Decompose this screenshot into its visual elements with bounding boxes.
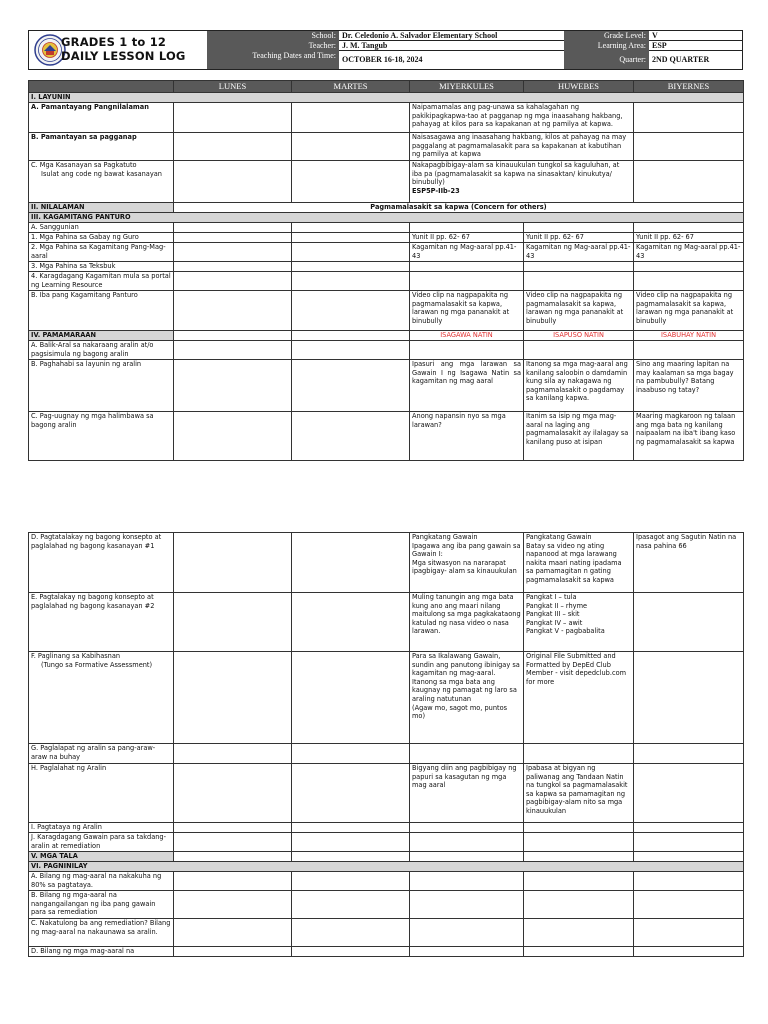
cell-biyernes (634, 103, 744, 133)
cell-biyernes (634, 593, 744, 652)
cell-miyerkules (410, 161, 634, 203)
cell-huwebes (524, 223, 634, 233)
section-layunin: I. LAYUNIN (29, 93, 744, 103)
row-label: A. Bilang ng mag-aaral na nakakuha ng 80% sa pagtataya. (29, 872, 174, 891)
cell-biyernes (634, 764, 744, 823)
row-label: H. Paglalahat ng Aralin (29, 764, 174, 823)
kabihasnan-sublabel: (Tungo sa Formative Assessment) (41, 660, 153, 669)
cell-biyernes (634, 872, 744, 891)
cell-miyerkules: Ipasuri ang mga larawan sa Gawain I ng Isagawa Natin sa kagamitan ng mag aaral (410, 360, 524, 412)
cell-miyerkules (410, 852, 524, 862)
cell-huwebes (524, 262, 634, 272)
table-row (29, 872, 744, 891)
cell-biyernes: Sino ang maaring lapitan na may kaalaman sa mga bagay na pambubully? Batang inaabuso ng tatay? (634, 360, 744, 412)
table-row (29, 652, 744, 744)
cell-huwebes (524, 947, 634, 957)
row-label: B. Pamantayan sa pagganap (29, 133, 174, 161)
kasanayan-sublabel: Isulat ang code ng bawat kasanayan (41, 169, 162, 178)
day-header-huwebes: HUWEBES (524, 81, 634, 93)
cell-miyerkules: Kagamitan ng Mag-aaral pp.41- 43 (410, 243, 524, 262)
table-row (29, 862, 744, 872)
section-pagninilay: VI. PAGNINILAY (29, 862, 744, 872)
cell-biyernes (634, 744, 744, 764)
table-row (29, 331, 744, 341)
dll-title (61, 35, 186, 63)
nilalaman-value: Pagmamalasakit sa kapwa (Concern for others) (174, 203, 744, 213)
table-row (29, 919, 744, 947)
cell-martes (292, 919, 410, 947)
table-row (29, 272, 744, 291)
table-row (29, 360, 744, 412)
cell-miyerkules: Yunit II pp. 62- 67 (410, 233, 524, 243)
cell-biyernes (634, 133, 744, 161)
row-label: B. Paghahabi sa layunin ng aralin (29, 360, 174, 412)
table-row (29, 203, 744, 213)
cell-biyernes (634, 161, 744, 203)
table-row (29, 533, 744, 593)
cell-martes (292, 243, 410, 262)
cell-lunes (174, 103, 292, 133)
cell-huwebes (524, 852, 634, 862)
cell-lunes (174, 764, 292, 823)
row-label: G. Paglalapat ng aralin sa pang-araw-araw na buhay (29, 744, 174, 764)
cell-miyerkules (410, 262, 524, 272)
cell-martes (292, 744, 410, 764)
cell-huwebes (524, 891, 634, 919)
grade-level-label: Grade Level: (564, 31, 649, 41)
table-row (29, 233, 744, 243)
table-row (29, 764, 744, 823)
cell-martes (292, 223, 410, 233)
cell-miyerkules (410, 341, 524, 360)
section-nilalaman: II. NILALAMAN (29, 203, 174, 213)
cell-martes (292, 891, 410, 919)
cell-martes (292, 103, 410, 133)
cell-lunes (174, 412, 292, 461)
row-label: B. Bilang ng mga-aaral na nangangailangan ng iba pang gawain para sa remediation (29, 891, 174, 919)
cell-lunes (174, 331, 292, 341)
cell-miyerkules (410, 833, 524, 852)
table-row (29, 291, 744, 331)
cell-huwebes (524, 919, 634, 947)
cell-miyerkules (410, 872, 524, 891)
cell-lunes (174, 291, 292, 331)
learning-area-value: ESP (649, 41, 742, 51)
quarter-label: Quarter: (564, 51, 649, 69)
cell-biyernes (634, 833, 744, 852)
day-header-lunes: LUNES (174, 81, 292, 93)
cell-huwebes (524, 823, 634, 833)
section-kagamitang-panturo: III. KAGAMITANG PANTURO (29, 213, 744, 223)
cell-martes (292, 852, 410, 862)
cell-biyernes (634, 341, 744, 360)
cell-biyernes (634, 852, 744, 862)
cell-lunes (174, 744, 292, 764)
cell-miyerkules (410, 891, 524, 919)
cell-martes (292, 533, 410, 593)
cell-martes (292, 262, 410, 272)
dates-label: Teaching Dates and Time: (207, 51, 339, 69)
cell-huwebes: Pangkat I – tula Pangkat II – rhyme Pangkat III – skit Pangkat IV – awit Pangkat V - pagbabalita (524, 593, 634, 652)
cell-martes (292, 823, 410, 833)
cell-martes (292, 652, 410, 744)
dates-value: OCTOBER 16-18, 2024 (342, 55, 423, 64)
lesson-table-part-1 (28, 80, 744, 461)
cell-miyerkules (410, 823, 524, 833)
cell-biyernes (634, 823, 744, 833)
table-row (29, 93, 744, 103)
cell-huwebes: Original File Submitted and Formatted by DepEd Club Member - visit depedclub.com for more (524, 652, 634, 744)
cell-miyerkules: Bigyang diin ang pagbibigay ng papuri sa kasagutan ng mga mag aaral (410, 764, 524, 823)
cell-miyerkules: Pangkatang Gawain Ipagawa ang iba pang gawain sa Gawain I: Mga sitwasyon na nararapat ipagbigay- alam sa kinauukulan (410, 533, 524, 593)
cell-miyerkules (410, 919, 524, 947)
cell-martes (292, 833, 410, 852)
cell-huwebes: Ipabasa at bigyan ng paliwanag ang Tandaan Natin na tungkol sa pagmamalasakit sa kapwa sa pamamagitan ng pagbibigay-alam nito sa mga kinauukulan (524, 764, 634, 823)
cell-miyerkules: ISAGAWA NATIN (410, 331, 524, 341)
day-header-biyernes: BIYERNES (634, 81, 744, 93)
cell-huwebes: Yunit II pp. 62- 67 (524, 233, 634, 243)
grade-level-value: V (649, 31, 742, 41)
table-row (29, 412, 744, 461)
cell-lunes (174, 872, 292, 891)
cell-lunes (174, 833, 292, 852)
table-row (29, 891, 744, 919)
cell-biyernes: Video clip na nagpapakita ng pagmamalasakit sa kapwa, larawan ng mga pananakit at binubully (634, 291, 744, 331)
table-row (29, 823, 744, 833)
table-row (29, 103, 744, 133)
cell-huwebes: Itanim sa isip ng mga mag-aaral na laging ang pagmamalasakit ay ilalagay sa kanilang puso at isipan (524, 412, 634, 461)
cell-martes (292, 133, 410, 161)
title-box (29, 31, 208, 69)
cell-martes (292, 872, 410, 891)
row-label (29, 652, 174, 744)
cell-biyernes (634, 223, 744, 233)
cell-miyerkules: Anong napansin nyo sa mga larawan? (410, 412, 524, 461)
cell-biyernes: Kagamitan ng Mag-aaral pp.41- 43 (634, 243, 744, 262)
table-row (29, 243, 744, 262)
cell-biyernes (634, 947, 744, 957)
title-line-1: GRADES 1 to 12 (61, 35, 167, 49)
cell-huwebes (524, 833, 634, 852)
cell-miyerkules: Naipamamalas ang pag-unawa sa kahalagahan ng pakikipagkapwa-tao at pagganap ng mga inaasahang hakbang, pahayag at kilos para sa kapakanan at ng pamilya at kapwa. (410, 103, 634, 133)
kasanayan-text: Nakapagbibigay-alam sa kinauukulan tungkol sa kaguluhan, at iba pa (pagmamalasakit sa kapwa na sinasaktan/ kinukutya/ binubully) (412, 161, 620, 187)
cell-lunes (174, 593, 292, 652)
school-label: School: (207, 31, 339, 41)
cell-lunes (174, 233, 292, 243)
cell-biyernes: ISABUHAY NATIN (634, 331, 744, 341)
cell-huwebes (524, 272, 634, 291)
table-row (29, 262, 744, 272)
cell-biyernes: Ipasagot ang Sagutin Natin na nasa pahina 66 (634, 533, 744, 593)
quarter-value: 2ND QUARTER (652, 55, 710, 64)
cell-huwebes (524, 341, 634, 360)
lesson-table-part-2 (28, 532, 744, 957)
dll-header (28, 30, 743, 70)
cell-huwebes: Video clip na nagpapakita ng pagmamalasakit sa kapwa, larawan ng mga pananakit at binubully (524, 291, 634, 331)
row-label: 4. Karagdagang Kagamitan mula sa portal ng Learning Resource (29, 272, 174, 291)
cell-biyernes: Yunit II pp. 62- 67 (634, 233, 744, 243)
cell-lunes (174, 533, 292, 593)
cell-lunes (174, 243, 292, 262)
cell-martes (292, 291, 410, 331)
row-label: 3. Mga Pahina sa Teksbuk (29, 262, 174, 272)
cell-lunes (174, 891, 292, 919)
row-label: J. Karagdagang Gawain para sa takdang-aralin at remediation (29, 833, 174, 852)
teacher-value: J. M. Tangub (339, 41, 564, 51)
kabihasnan-label: F. Paglinang sa Kabihasnan (31, 652, 121, 660)
cell-huwebes (524, 872, 634, 891)
cell-miyerkules (410, 223, 524, 233)
cell-huwebes: Pangkatang Gawain Batay sa video ng ating napanood at mga larawang nakita maari nating ipadama sa pamamagitan n gating pagmamalasakit sa kapwa (524, 533, 634, 593)
table-row (29, 161, 744, 203)
cell-martes (292, 233, 410, 243)
cell-lunes (174, 919, 292, 947)
cell-martes (292, 331, 410, 341)
competency-code: ESP5P-IIb-23 (412, 186, 460, 195)
cell-biyernes (634, 272, 744, 291)
cell-lunes (174, 852, 292, 862)
row-label: D. Pagtatalakay ng bagong konsepto at paglalahad ng bagong kasanayan #1 (29, 533, 174, 593)
cell-biyernes (634, 891, 744, 919)
row-label: A. Balik-Aral sa nakaraang aralin at/o pagsisimula ng bagong aralin (29, 341, 174, 360)
table-row (29, 744, 744, 764)
day-header-martes: MARTES (292, 81, 410, 93)
row-label: E. Pagtalakay ng bagong konsepto at paglalahad ng bagong kasanayan #2 (29, 593, 174, 652)
cell-martes (292, 341, 410, 360)
cell-huwebes: Kagamitan ng Mag-aaral pp.41- 43 (524, 243, 634, 262)
cell-martes (292, 360, 410, 412)
table-row (29, 947, 744, 957)
cell-biyernes (634, 262, 744, 272)
cell-martes (292, 272, 410, 291)
teacher-label: Teacher: (207, 41, 339, 51)
cell-biyernes (634, 919, 744, 947)
table-row (29, 341, 744, 360)
blank-header-cell (29, 81, 174, 93)
row-label (29, 161, 174, 203)
table-row (29, 213, 744, 223)
cell-martes (292, 764, 410, 823)
table-row (29, 833, 744, 852)
cell-martes (292, 947, 410, 957)
row-label: A. Sanggunian (29, 223, 174, 233)
table-row (29, 852, 744, 862)
cell-martes (292, 161, 410, 203)
table-row (29, 133, 744, 161)
cell-huwebes (524, 744, 634, 764)
table-row (29, 593, 744, 652)
row-label: B. Iba pang Kagamitang Panturo (29, 291, 174, 331)
row-label: I. Pagtataya ng Aralin (29, 823, 174, 833)
row-label: D. Bilang ng mga mag-aaral na (29, 947, 174, 957)
kasanayan-label: C. Mga Kasanayan sa Pagkatuto (31, 161, 137, 169)
cell-huwebes: ISAPUSO NATIN (524, 331, 634, 341)
row-label: 2. Mga Pahina sa Kagamitang Pang-Mag-aaral (29, 243, 174, 262)
row-label: C. Pag-uugnay ng mga halimbawa sa bagong aralin (29, 412, 174, 461)
cell-miyerkules: Para sa Ikalawang Gawain, sundin ang panutong ibinigay sa kagamitan ng mag-aaral. Itanong sa mga bata ang kaugnay ng pamagat ng laro sa araling natutunan (Agaw mo, sagot mo, puntos mo) (410, 652, 524, 744)
cell-miyerkules: Video clip na nagpapakita ng pagmamalasakit sa kapwa, larawan ng mga pananakit at binubully (410, 291, 524, 331)
row-label: 1. Mga Pahina sa Gabay ng Guro (29, 233, 174, 243)
cell-lunes (174, 823, 292, 833)
cell-lunes (174, 223, 292, 233)
cell-miyerkules: Muling tanungin ang mga bata kung ano ang maari nilang maitulong sa mga pagkakataong katulad ng nasa video o nasa larawan. (410, 593, 524, 652)
cell-miyerkules: Naisasagawa ang inaasahang hakbang, kilos at pahayag na may paggalang at pagmamalasakit para sa kapakanan at kabutihan ng pamilya at kapwa (410, 133, 634, 161)
row-label: A. Pamantayang Pangnilalaman (29, 103, 174, 133)
cell-miyerkules (410, 272, 524, 291)
cell-lunes (174, 262, 292, 272)
cell-miyerkules (410, 947, 524, 957)
cell-lunes (174, 133, 292, 161)
cell-lunes (174, 161, 292, 203)
cell-martes (292, 593, 410, 652)
cell-lunes (174, 652, 292, 744)
learning-area-label: Learning Area: (564, 41, 649, 51)
cell-miyerkules (410, 744, 524, 764)
row-label: C. Nakatulong ba ang remediation? Bilang ng mag-aaral na nakaunawa sa aralin. (29, 919, 174, 947)
cell-martes (292, 412, 410, 461)
cell-lunes (174, 272, 292, 291)
day-header-miyerkules: MIYERKULES (410, 81, 524, 93)
title-line-2: DAILY LESSON LOG (61, 49, 186, 63)
cell-lunes (174, 947, 292, 957)
section-mga-tala: V. MGA TALA (29, 852, 174, 862)
school-value: Dr. Celedonio A. Salvador Elementary School (339, 31, 564, 41)
cell-biyernes: Maaring magkaroon ng talaan ang mga bata ng kanilang naipaalam na iba't ibang kaso ng pagmamalasakit sa kapwa (634, 412, 744, 461)
cell-lunes (174, 341, 292, 360)
table-row (29, 223, 744, 233)
cell-lunes (174, 360, 292, 412)
cell-huwebes: Itanong sa mga mag-aaral ang kanilang saloobin o damdamin kung sila ay nakagawa ng pagmamalasakit o pagdamay sa kanilang kapwa. (524, 360, 634, 412)
cell-biyernes (634, 652, 744, 744)
section-pamamaraan: IV. PAMAMARAAN (29, 331, 174, 341)
day-header-row (29, 81, 744, 93)
